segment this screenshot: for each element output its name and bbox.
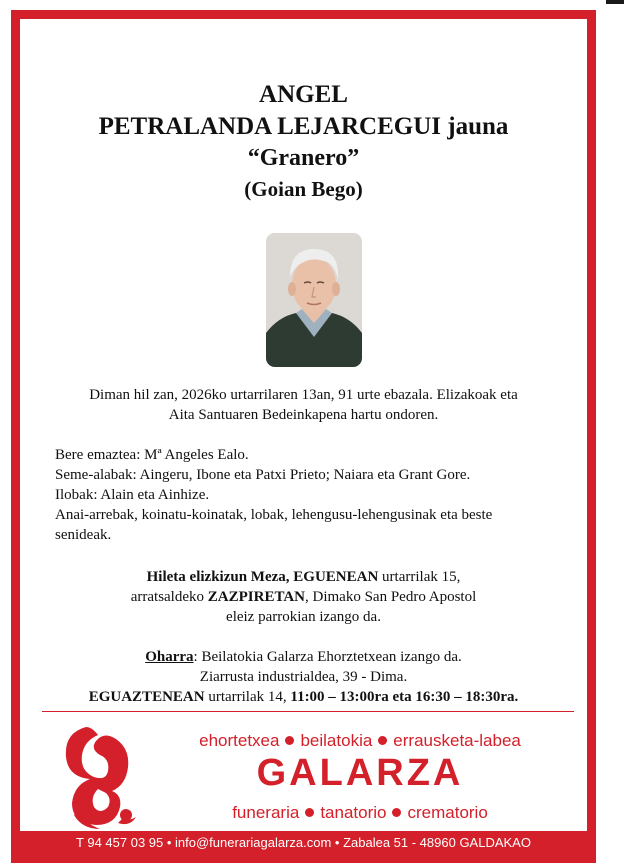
funeral-line-2	[20, 587, 587, 607]
family-relatives-line-1: Anai-arrebak, koinatu-koinatak, lobak, lehengusu-lehengusinak eta beste	[55, 507, 493, 523]
family-grandchildren: Ilobak: Alain eta Ainhize.	[55, 487, 210, 503]
family-children: Seme-alabak: Aingeru, Ibone eta Patxi Prieto; Naiara eta Grant Gore.	[55, 467, 471, 483]
page-edge-mark	[606, 0, 624, 4]
funeral-time-prefix: arratsaldeko	[130, 589, 208, 605]
bullet-icon	[392, 808, 401, 817]
deceased-house-name: (Goian Bego)	[244, 177, 363, 201]
family-wife: Bere emaztea: Mª Angeles Ealo.	[55, 447, 249, 463]
note-wake-day: EGUAZTENEAN	[88, 689, 205, 705]
brand-services-spanish	[140, 803, 580, 823]
obituary-frame	[11, 10, 596, 854]
service-crematorium: errausketa-labea	[393, 731, 521, 750]
service-funeral-home: ehortetxea	[199, 731, 280, 750]
deceased-portrait-photo	[266, 233, 362, 367]
service-funeraria: funeraria	[232, 803, 300, 822]
portrait-illustration	[266, 233, 362, 367]
service-crematorio: crematorio	[407, 803, 488, 822]
note-label: Oharra	[145, 649, 194, 665]
bullet-icon	[305, 808, 314, 817]
brand-name: GALARZA	[256, 752, 464, 794]
note-line-1	[20, 647, 587, 667]
death-notice-line-2: Aita Santuaren Bedeinkapena hartu ondoren.	[168, 407, 439, 423]
note-line-2: Ziarrusta industrialdea, 39 - Dima.	[199, 669, 408, 685]
obituary-content	[20, 19, 587, 850]
note-line-3	[20, 687, 587, 707]
funeral-mass-day: Hileta elizkizun Meza, EGUENEAN	[146, 569, 379, 585]
deceased-nickname: “Granero”	[247, 145, 360, 171]
service-tanatorio: tanatorio	[320, 803, 387, 822]
funeral-line-3: eleiz parrokian izango da.	[226, 609, 381, 625]
service-wake-room: beilatokia	[300, 731, 373, 750]
brand-services-basque	[140, 731, 580, 751]
funeral-date: urtarrilak 15,	[378, 569, 461, 585]
brand-divider	[42, 711, 574, 712]
bullet-icon	[285, 736, 294, 745]
funeral-line-1	[20, 567, 587, 587]
family-relatives-line-2: senideak.	[55, 527, 112, 543]
funeral-time: ZAZPIRETAN	[207, 589, 306, 605]
funeral-church: , Dimako San Pedro Apostol	[305, 589, 477, 605]
death-notice-line-1: Diman hil zan, 2026ko urtarrilaren 13an, 91 urte ebazala. Elizakoak eta	[89, 387, 518, 403]
galarza-swirl-logo	[56, 719, 144, 831]
deceased-surname: PETRALANDA LEJARCEGUI jauna	[98, 113, 509, 140]
contact-footer: T 94 457 03 95 • info@funerariagalarza.com • Zabalea 51 - 48960 GALDAKAO	[11, 831, 596, 863]
note-wake-place: : Beilatokia Galarza Ehorztetxean izango da.	[193, 649, 462, 665]
note-wake-date: urtarrilak 14,	[204, 689, 291, 705]
bullet-icon	[378, 736, 387, 745]
note-wake-hours: 11:00 – 13:00ra eta 16:30 – 18:30ra.	[290, 689, 519, 705]
deceased-first-name: ANGEL	[259, 81, 348, 108]
